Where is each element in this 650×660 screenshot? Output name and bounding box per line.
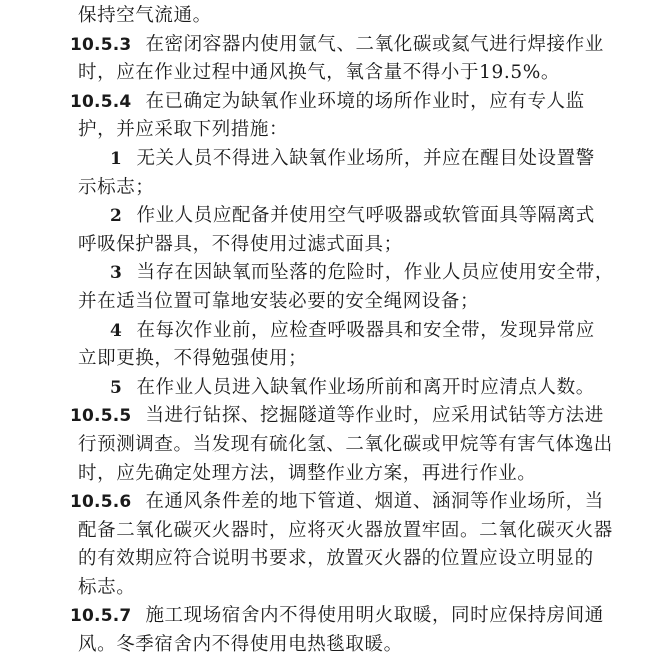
clause-text: 施工现场宿舍内不得使用明火取暖，同时应保持房间通 bbox=[145, 605, 604, 627]
line-text: 行预测调查。当发现有硫化氢、二氧化碳或甲烷等有害气体逸出 bbox=[78, 433, 613, 455]
text-line bbox=[78, 574, 624, 603]
clause-text: 当进行钻探、挖掘隧道等作业时，应采用试钻等方法进 bbox=[145, 405, 604, 427]
clause-text: 在已确定为缺氧作业环境的场所作业时，应有专人监 bbox=[145, 90, 585, 112]
item-text: 作业人员应配备并使用空气呼吸器或软管面具等隔离式 bbox=[136, 205, 595, 227]
text-line bbox=[78, 231, 624, 260]
text-line bbox=[78, 174, 624, 203]
line-text: 配备二氧化碳灭火器时，应将灭火器放置牢固。二氧化碳灭火器 bbox=[78, 519, 613, 541]
line-text: 并在适当位置可靠地安装必要的安全绳网设备； bbox=[78, 290, 480, 312]
list-item-3 bbox=[110, 259, 624, 288]
clause-number: 10.5.3 bbox=[70, 34, 132, 55]
line-text: 护，并应采取下列措施： bbox=[78, 119, 289, 141]
text-line bbox=[78, 460, 624, 489]
line-text: 标志。 bbox=[78, 576, 136, 598]
clause-10-5-3 bbox=[70, 31, 624, 60]
list-item-4 bbox=[110, 317, 624, 346]
clause-10-5-5 bbox=[70, 402, 624, 431]
clause-10-5-7 bbox=[70, 602, 624, 631]
item-text: 在每次作业前，应检查呼吸器具和安全带，发现异常应 bbox=[136, 319, 595, 341]
clause-number: 10.5.4 bbox=[70, 91, 132, 112]
text-line bbox=[78, 545, 624, 574]
line-text: 立即更换，不得勉强使用； bbox=[78, 348, 308, 370]
list-item-2 bbox=[110, 202, 624, 231]
clause-10-5-4 bbox=[70, 88, 624, 117]
text-line bbox=[78, 116, 624, 145]
item-text: 在作业人员进入缺氧作业场所前和离开时应清点人数。 bbox=[136, 376, 595, 398]
text-line bbox=[78, 631, 624, 660]
line-text: 呼吸保护器具，不得使用过滤式面具； bbox=[78, 233, 403, 255]
item-text: 当存在因缺氧而坠落的危险时，作业人员应使用安全带， bbox=[136, 262, 614, 284]
clause-number: 10.5.7 bbox=[70, 606, 132, 627]
item-number: 5 bbox=[110, 377, 123, 398]
text-line bbox=[78, 517, 624, 546]
line-text: 风。冬季宿舍内不得使用电热毯取暖。 bbox=[78, 634, 403, 656]
clause-text: 在通风条件差的地下管道、烟道、涵洞等作业场所，当 bbox=[145, 491, 604, 513]
text-line bbox=[78, 431, 624, 460]
clause-number: 10.5.5 bbox=[70, 406, 132, 427]
list-item-1 bbox=[110, 145, 624, 174]
text-line bbox=[78, 345, 624, 374]
line-text: 时，应先确定处理方法，调整作业方案，再进行作业。 bbox=[78, 462, 537, 484]
line-text: 保持空气流通。 bbox=[78, 5, 212, 26]
text-line bbox=[78, 2, 624, 31]
clause-10-5-6 bbox=[70, 488, 624, 517]
item-number: 3 bbox=[110, 263, 123, 284]
item-number: 1 bbox=[110, 148, 123, 169]
clause-number: 10.5.6 bbox=[70, 492, 132, 513]
text-line bbox=[78, 288, 624, 317]
line-text: 的有效期应符合说明书要求，放置灭火器的位置应设立明显的 bbox=[78, 548, 594, 570]
clause-text: 在密闭容器内使用氩气、二氧化碳或氦气进行焊接作业 bbox=[145, 33, 604, 55]
list-item-5 bbox=[110, 374, 624, 403]
line-text: 时，应在作业过程中通风换气，氧含量不得小于19.5%。 bbox=[78, 62, 560, 84]
line-text: 示标志； bbox=[78, 176, 155, 198]
text-line bbox=[78, 59, 624, 88]
item-text: 无关人员不得进入缺氧作业场所，并应在醒目处设置警 bbox=[136, 147, 595, 169]
item-number: 2 bbox=[110, 206, 123, 227]
item-number: 4 bbox=[110, 320, 123, 341]
